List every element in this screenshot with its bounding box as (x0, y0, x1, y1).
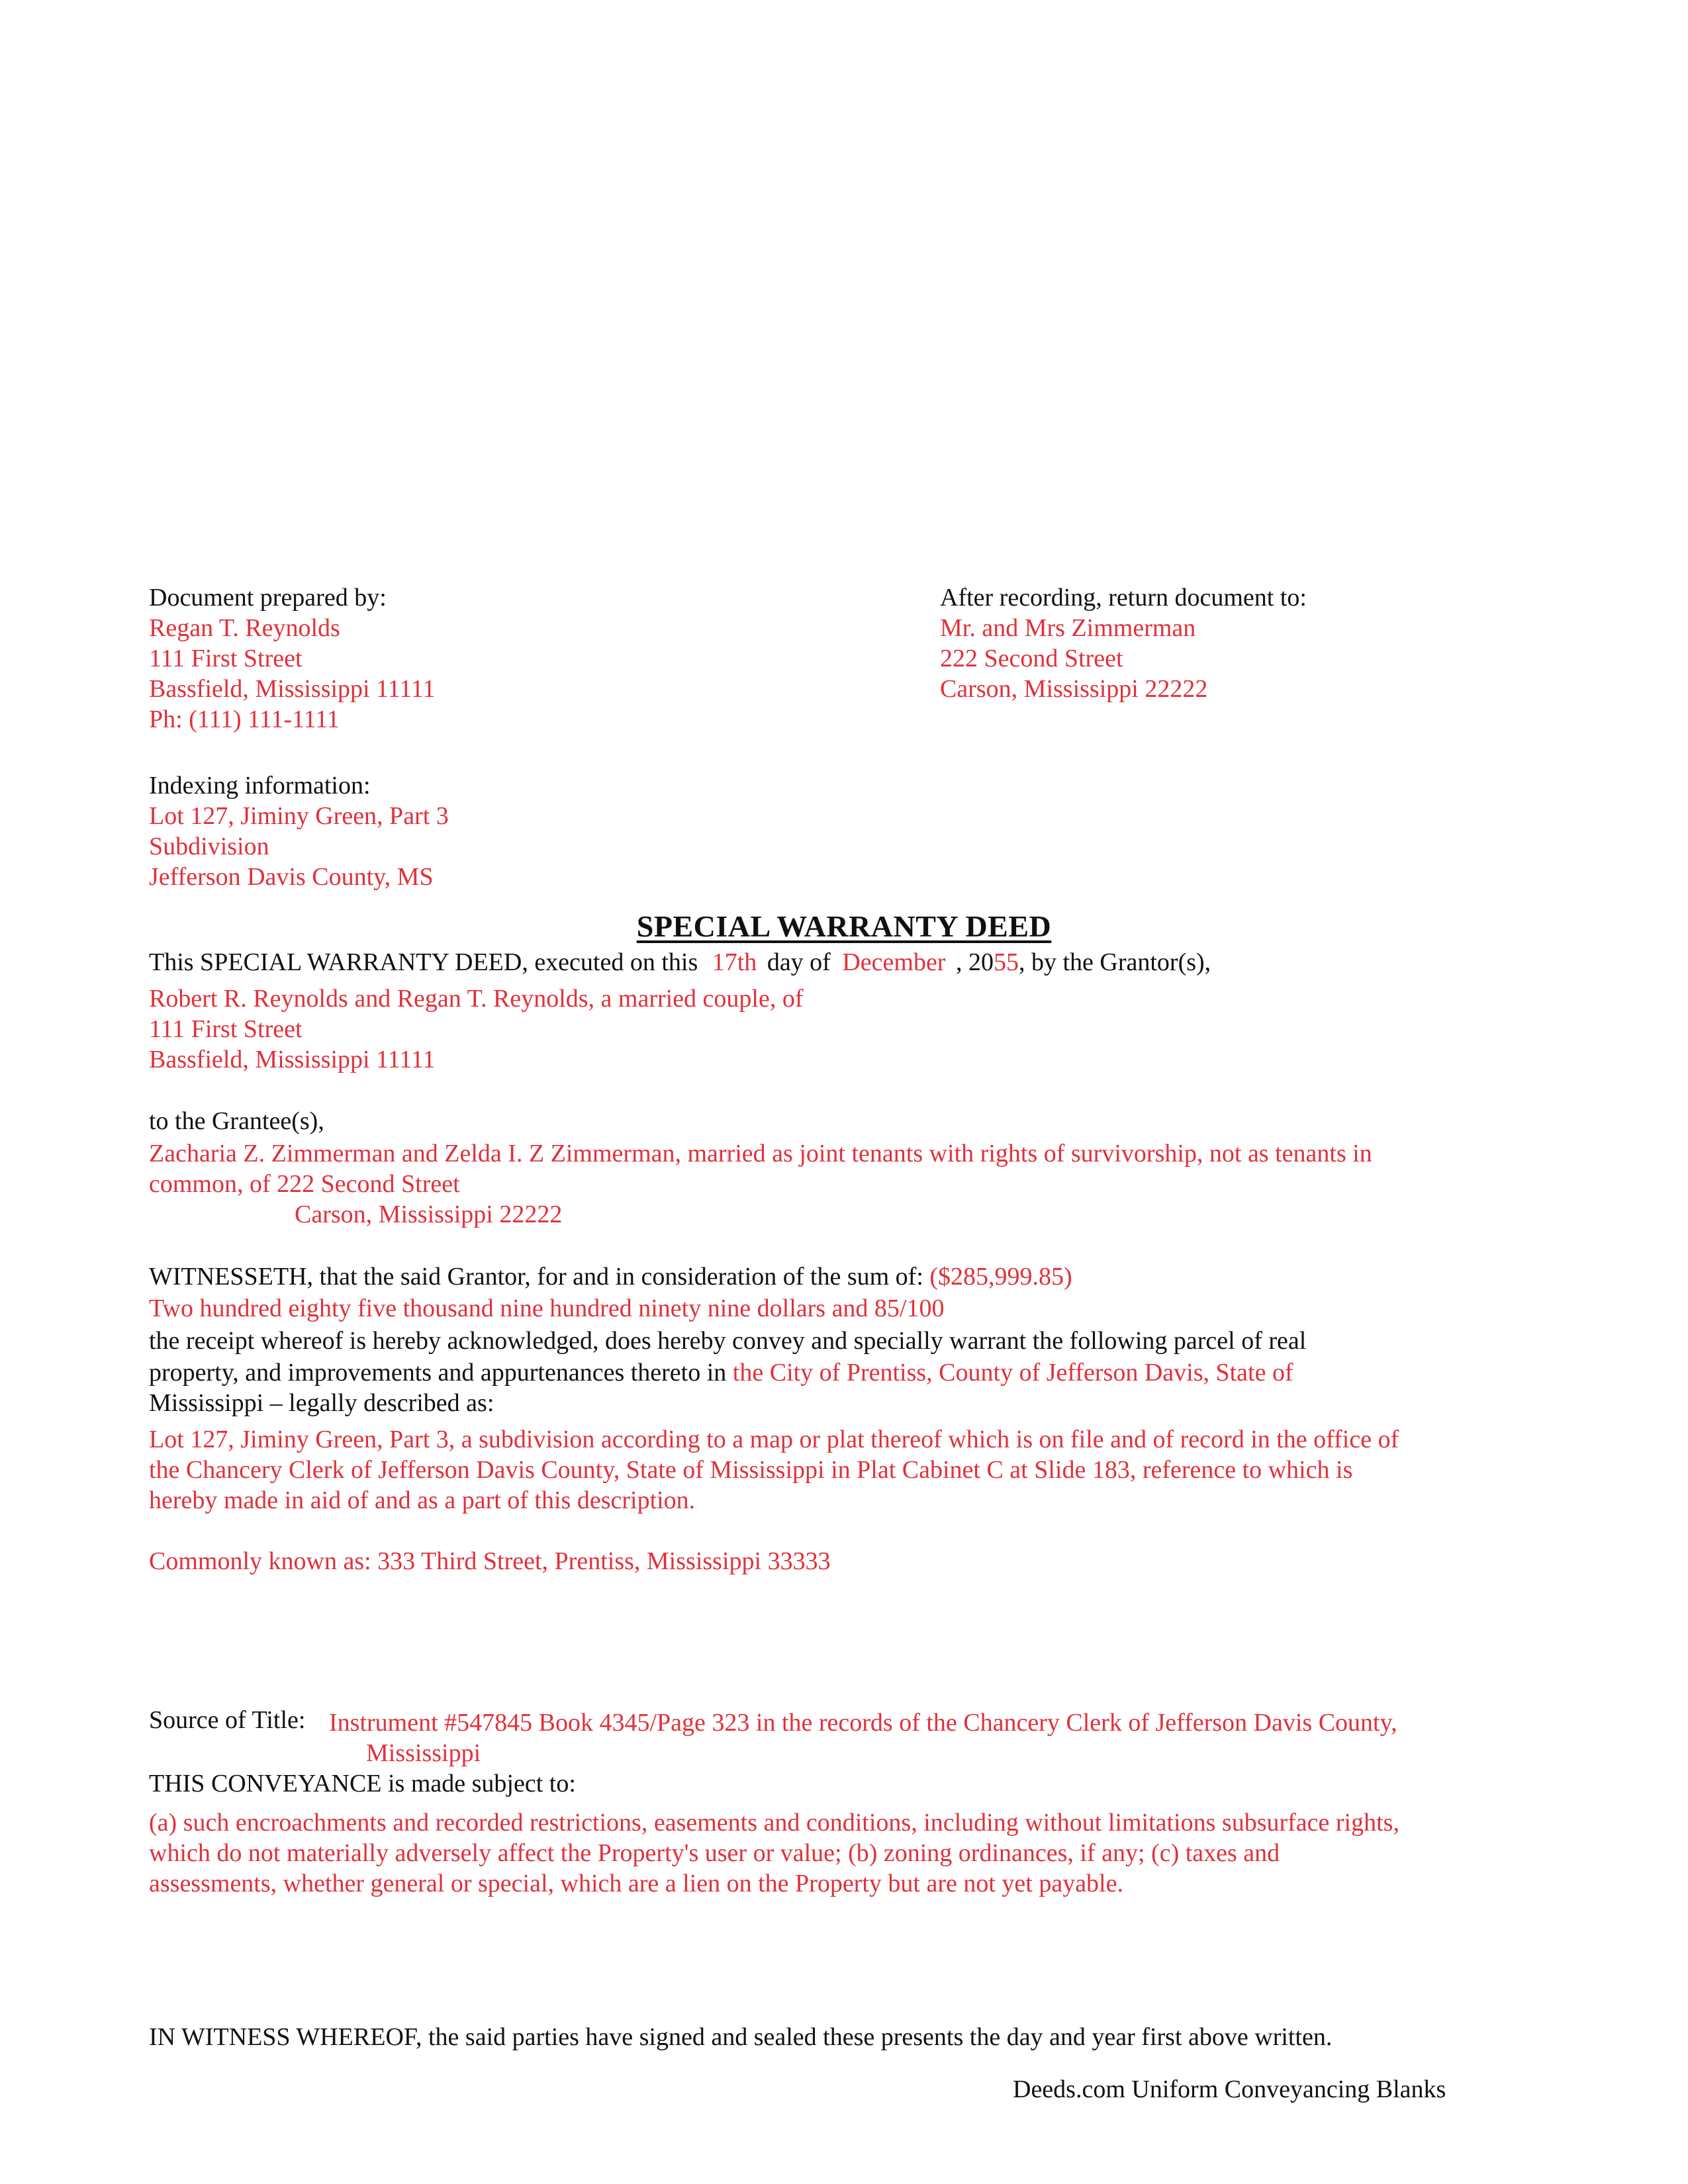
grantor-block (149, 983, 804, 1075)
return-to-block (940, 582, 1307, 704)
property-line (149, 1357, 1293, 1388)
preparer-phone: Ph: (111) 111-1111 (149, 705, 340, 733)
source-of-title-label: Source of Title: (149, 1706, 306, 1734)
preparer-name: Regan T. Reynolds (149, 614, 340, 642)
preparer-street: 111 First Street (149, 645, 303, 672)
intro-text-2: day of (767, 948, 831, 976)
consideration-text: WITNESSETH, that the said Grantor, for and in consideration of the sum of: (149, 1263, 923, 1291)
grantor-street: 111 First Street (149, 1015, 303, 1043)
conveyance-label: THIS CONVEYANCE is made subject to: (149, 1770, 576, 1797)
execution-year-suffix: 55 (993, 948, 1019, 976)
deed-title: SPECIAL WARRANTY DEED (636, 909, 1052, 943)
footer-branding: Deeds.com Uniform Conveyancing Blanks (1013, 2075, 1446, 2103)
indexing-block (149, 770, 449, 892)
prepared-by-label: Document prepared by: (149, 584, 387, 612)
conveyance-term-line: assessments, whether general or special, which are a lien on the Property but are not yet payable. (149, 1870, 1123, 1897)
property-text: property, and improvements and appurtenances thereto in (149, 1359, 727, 1387)
preparer-city: Bassfield, Mississippi 11111 (149, 675, 436, 703)
indexing-lot: Lot 127, Jiminy Green, Part 3 (149, 802, 449, 830)
intro-text-3: , 20 (955, 948, 994, 976)
conveyance-term-line: (a) such encroachments and recorded restrictions, easements and conditions, including without limitations subsurface rights, (149, 1809, 1399, 1837)
legal-description-line: hereby made in aid of and as a part of this description. (149, 1486, 696, 1514)
legally-described-text: Mississippi – legally described as: (149, 1389, 494, 1417)
consideration-words: Two hundred eighty five thousand nine hundred ninety nine dollars and 85/100 (149, 1295, 945, 1322)
intro-text-1: This SPECIAL WARRANTY DEED, executed on this (149, 948, 698, 976)
grantor-city: Bassfield, Mississippi 11111 (149, 1046, 436, 1073)
return-street: 222 Second Street (940, 645, 1123, 672)
source-of-title-line-1: Instrument #547845 Book 4345/Page 323 in the records of the Chancery Clerk of Jefferson Davis County, (329, 1709, 1397, 1737)
consideration-amount: ($285,999.85) (929, 1263, 1072, 1291)
grantee-line-2: common, of 222 Second Street (149, 1170, 460, 1198)
commonly-known-as: Commonly known as: 333 Third Street, Prentiss, Mississippi 33333 (149, 1547, 831, 1575)
prepared-by-block (149, 582, 435, 735)
conveyance-terms (149, 1807, 1399, 1899)
indexing-subdivision: Subdivision (149, 833, 269, 860)
legal-description-line: Lot 127, Jiminy Green, Part 3, a subdivision according to a map or plat thereof which is on file and of record in the office of (149, 1426, 1399, 1453)
source-of-title-line-2: Mississippi (366, 1739, 481, 1767)
witness-clause: IN WITNESS WHEREOF, the said parties have signed and sealed these presents the day and year first above written. (149, 2023, 1333, 2051)
execution-day: 17th (712, 948, 757, 976)
property-location: the City of Prentiss, County of Jefferson Davis, State of (732, 1359, 1293, 1387)
indexing-label: Indexing information: (149, 772, 371, 799)
grantee-label: to the Grantee(s), (149, 1107, 324, 1135)
intro-text-4: , by the Grantor(s), (1018, 948, 1211, 976)
consideration-line (149, 1261, 1072, 1292)
return-city: Carson, Mississippi 22222 (940, 675, 1208, 703)
indexing-county: Jefferson Davis County, MS (149, 863, 434, 891)
legal-description (149, 1424, 1399, 1516)
receipt-text: the receipt whereof is hereby acknowledged, does hereby convey and specially warrant the following parcel of real (149, 1327, 1307, 1355)
execution-month: December (842, 948, 946, 976)
legal-description-line: the Chancery Clerk of Jefferson Davis County, State of Mississippi in Plat Cabinet C at Slide 183, reference to which is (149, 1456, 1353, 1484)
intro-line (149, 947, 1211, 978)
return-name: Mr. and Mrs Zimmerman (940, 614, 1196, 642)
grantee-line-1: Zacharia Z. Zimmerman and Zelda I. Z Zimmerman, married as joint tenants with rights of survivorship, not as tenants in (149, 1140, 1372, 1167)
conveyance-term-line: which do not materially adversely affect the Property's user or value; (b) zoning ordinances, if any; (c) taxes and (149, 1839, 1280, 1867)
return-to-label: After recording, return document to: (940, 584, 1307, 612)
grantee-line-3: Carson, Mississippi 22222 (295, 1201, 563, 1228)
grantor-names: Robert R. Reynolds and Regan T. Reynolds, a married couple, of (149, 985, 804, 1013)
